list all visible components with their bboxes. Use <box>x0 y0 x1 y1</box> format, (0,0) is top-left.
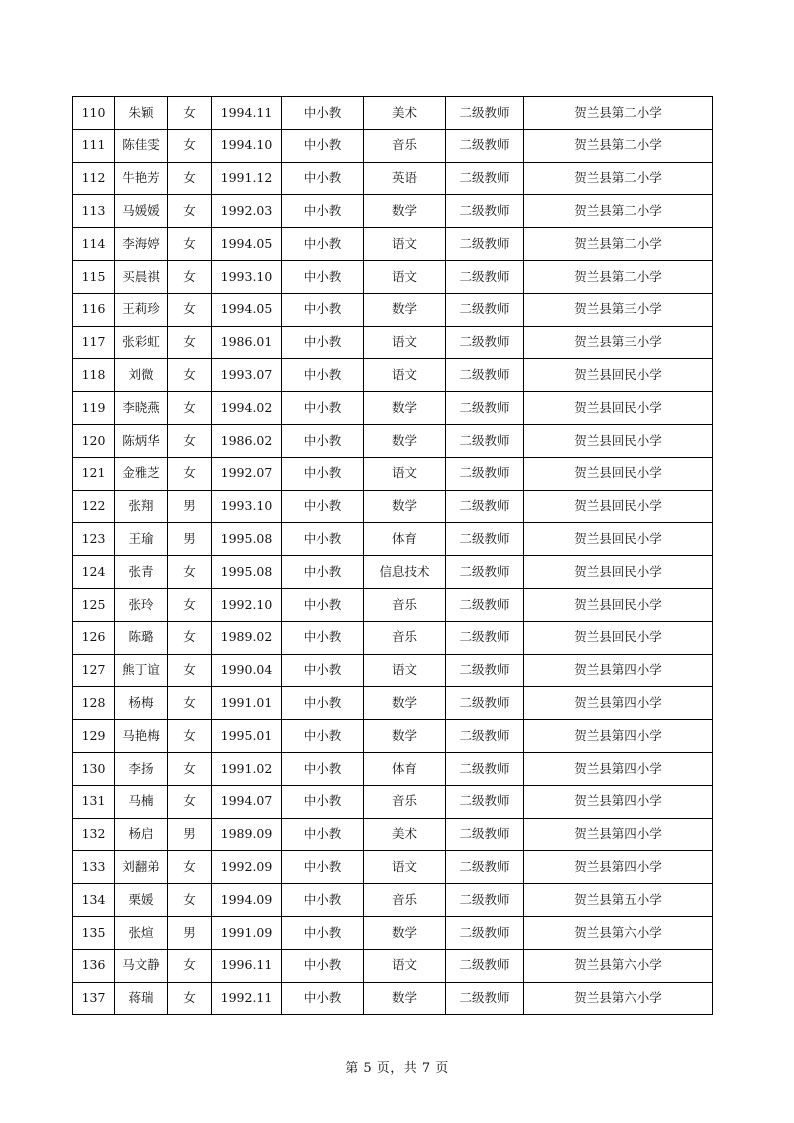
gender-cell: 男 <box>168 818 212 851</box>
gender-cell: 女 <box>168 195 212 228</box>
subject-cell: 数学 <box>364 982 446 1015</box>
category-cell: 中小教 <box>282 785 364 818</box>
row-number-cell: 120 <box>73 424 115 457</box>
gender-cell: 女 <box>168 785 212 818</box>
category-cell: 中小教 <box>282 97 364 130</box>
title-cell: 二级教师 <box>446 162 524 195</box>
row-number-cell: 133 <box>73 851 115 884</box>
birth-date-cell: 1991.12 <box>212 162 282 195</box>
name-cell: 张玲 <box>115 588 168 621</box>
title-cell: 二级教师 <box>446 359 524 392</box>
birth-date-cell: 1991.02 <box>212 752 282 785</box>
title-cell: 二级教师 <box>446 293 524 326</box>
name-cell: 杨启 <box>115 818 168 851</box>
subject-cell: 数学 <box>364 195 446 228</box>
table-row <box>73 490 713 523</box>
category-cell: 中小教 <box>282 949 364 982</box>
table-row <box>73 228 713 261</box>
gender-cell: 女 <box>168 424 212 457</box>
gender-cell: 女 <box>168 392 212 425</box>
birth-date-cell: 1994.07 <box>212 785 282 818</box>
school-cell: 贺兰县第二小学 <box>524 162 713 195</box>
category-cell: 中小教 <box>282 260 364 293</box>
category-cell: 中小教 <box>282 556 364 589</box>
birth-date-cell: 1991.09 <box>212 916 282 949</box>
gender-cell: 女 <box>168 884 212 917</box>
school-cell: 贺兰县第二小学 <box>524 228 713 261</box>
row-number-cell: 129 <box>73 720 115 753</box>
subject-cell: 英语 <box>364 162 446 195</box>
name-cell: 张翔 <box>115 490 168 523</box>
title-cell: 二级教师 <box>446 523 524 556</box>
school-cell: 贺兰县第二小学 <box>524 195 713 228</box>
school-cell: 贺兰县第四小学 <box>524 720 713 753</box>
name-cell: 王莉珍 <box>115 293 168 326</box>
title-cell: 二级教师 <box>446 588 524 621</box>
title-cell: 二级教师 <box>446 195 524 228</box>
school-cell: 贺兰县回民小学 <box>524 392 713 425</box>
row-number-cell: 123 <box>73 523 115 556</box>
title-cell: 二级教师 <box>446 490 524 523</box>
birth-date-cell: 1993.10 <box>212 260 282 293</box>
table-row <box>73 720 713 753</box>
gender-cell: 女 <box>168 720 212 753</box>
birth-date-cell: 1994.11 <box>212 97 282 130</box>
category-cell: 中小教 <box>282 523 364 556</box>
table-row <box>73 621 713 654</box>
title-cell: 二级教师 <box>446 916 524 949</box>
name-cell: 王瑜 <box>115 523 168 556</box>
name-cell: 李扬 <box>115 752 168 785</box>
row-number-cell: 125 <box>73 588 115 621</box>
name-cell: 马楠 <box>115 785 168 818</box>
table-row <box>73 97 713 130</box>
subject-cell: 语文 <box>364 457 446 490</box>
row-number-cell: 124 <box>73 556 115 589</box>
teacher-roster-table <box>72 96 713 1015</box>
row-number-cell: 137 <box>73 982 115 1015</box>
table-row <box>73 129 713 162</box>
category-cell: 中小教 <box>282 687 364 720</box>
gender-cell: 女 <box>168 687 212 720</box>
subject-cell: 信息技术 <box>364 556 446 589</box>
subject-cell: 数学 <box>364 424 446 457</box>
row-number-cell: 115 <box>73 260 115 293</box>
birth-date-cell: 1992.09 <box>212 851 282 884</box>
category-cell: 中小教 <box>282 424 364 457</box>
gender-cell: 女 <box>168 129 212 162</box>
title-cell: 二级教师 <box>446 424 524 457</box>
gender-cell: 女 <box>168 556 212 589</box>
school-cell: 贺兰县第四小学 <box>524 851 713 884</box>
school-cell: 贺兰县第六小学 <box>524 982 713 1015</box>
table-row <box>73 195 713 228</box>
subject-cell: 美术 <box>364 818 446 851</box>
table-row <box>73 916 713 949</box>
title-cell: 二级教师 <box>446 982 524 1015</box>
table-row <box>73 654 713 687</box>
row-number-cell: 114 <box>73 228 115 261</box>
table-row <box>73 687 713 720</box>
birth-date-cell: 1992.03 <box>212 195 282 228</box>
school-cell: 贺兰县第五小学 <box>524 884 713 917</box>
birth-date-cell: 1994.02 <box>212 392 282 425</box>
category-cell: 中小教 <box>282 457 364 490</box>
school-cell: 贺兰县回民小学 <box>524 523 713 556</box>
school-cell: 贺兰县第四小学 <box>524 818 713 851</box>
subject-cell: 音乐 <box>364 621 446 654</box>
row-number-cell: 122 <box>73 490 115 523</box>
gender-cell: 女 <box>168 228 212 261</box>
name-cell: 李晓燕 <box>115 392 168 425</box>
subject-cell: 音乐 <box>364 785 446 818</box>
category-cell: 中小教 <box>282 588 364 621</box>
table-row <box>73 982 713 1015</box>
table-row <box>73 851 713 884</box>
school-cell: 贺兰县回民小学 <box>524 457 713 490</box>
school-cell: 贺兰县第二小学 <box>524 97 713 130</box>
subject-cell: 语文 <box>364 260 446 293</box>
school-cell: 贺兰县第四小学 <box>524 654 713 687</box>
birth-date-cell: 1990.04 <box>212 654 282 687</box>
category-cell: 中小教 <box>282 162 364 195</box>
title-cell: 二级教师 <box>446 949 524 982</box>
gender-cell: 男 <box>168 490 212 523</box>
gender-cell: 男 <box>168 916 212 949</box>
row-number-cell: 126 <box>73 621 115 654</box>
category-cell: 中小教 <box>282 359 364 392</box>
birth-date-cell: 1993.10 <box>212 490 282 523</box>
subject-cell: 数学 <box>364 720 446 753</box>
name-cell: 陈璐 <box>115 621 168 654</box>
category-cell: 中小教 <box>282 818 364 851</box>
gender-cell: 女 <box>168 97 212 130</box>
row-number-cell: 113 <box>73 195 115 228</box>
category-cell: 中小教 <box>282 129 364 162</box>
school-cell: 贺兰县第四小学 <box>524 785 713 818</box>
category-cell: 中小教 <box>282 621 364 654</box>
school-cell: 贺兰县第四小学 <box>524 752 713 785</box>
category-cell: 中小教 <box>282 916 364 949</box>
birth-date-cell: 1996.11 <box>212 949 282 982</box>
name-cell: 熊丁谊 <box>115 654 168 687</box>
name-cell: 陈佳雯 <box>115 129 168 162</box>
gender-cell: 女 <box>168 293 212 326</box>
subject-cell: 音乐 <box>364 129 446 162</box>
subject-cell: 数学 <box>364 293 446 326</box>
title-cell: 二级教师 <box>446 818 524 851</box>
table-row <box>73 359 713 392</box>
gender-cell: 女 <box>168 654 212 687</box>
table-row <box>73 588 713 621</box>
row-number-cell: 135 <box>73 916 115 949</box>
subject-cell: 音乐 <box>364 884 446 917</box>
gender-cell: 女 <box>168 260 212 293</box>
title-cell: 二级教师 <box>446 687 524 720</box>
subject-cell: 美术 <box>364 97 446 130</box>
table-row <box>73 293 713 326</box>
subject-cell: 数学 <box>364 916 446 949</box>
school-cell: 贺兰县回民小学 <box>524 621 713 654</box>
title-cell: 二级教师 <box>446 884 524 917</box>
subject-cell: 语文 <box>364 359 446 392</box>
gender-cell: 女 <box>168 621 212 654</box>
title-cell: 二级教师 <box>446 392 524 425</box>
gender-cell: 女 <box>168 752 212 785</box>
school-cell: 贺兰县第六小学 <box>524 916 713 949</box>
name-cell: 牛艳芳 <box>115 162 168 195</box>
gender-cell: 女 <box>168 949 212 982</box>
subject-cell: 数学 <box>364 490 446 523</box>
subject-cell: 语文 <box>364 228 446 261</box>
gender-cell: 女 <box>168 588 212 621</box>
category-cell: 中小教 <box>282 752 364 785</box>
subject-cell: 音乐 <box>364 588 446 621</box>
school-cell: 贺兰县回民小学 <box>524 424 713 457</box>
birth-date-cell: 1994.10 <box>212 129 282 162</box>
school-cell: 贺兰县第四小学 <box>524 687 713 720</box>
category-cell: 中小教 <box>282 884 364 917</box>
row-number-cell: 112 <box>73 162 115 195</box>
title-cell: 二级教师 <box>446 785 524 818</box>
row-number-cell: 127 <box>73 654 115 687</box>
category-cell: 中小教 <box>282 851 364 884</box>
birth-date-cell: 1989.09 <box>212 818 282 851</box>
name-cell: 陈炳华 <box>115 424 168 457</box>
table-row <box>73 162 713 195</box>
table-row <box>73 523 713 556</box>
name-cell: 张彩虹 <box>115 326 168 359</box>
table-row <box>73 818 713 851</box>
row-number-cell: 118 <box>73 359 115 392</box>
birth-date-cell: 1992.11 <box>212 982 282 1015</box>
birth-date-cell: 1995.08 <box>212 556 282 589</box>
school-cell: 贺兰县回民小学 <box>524 556 713 589</box>
school-cell: 贺兰县回民小学 <box>524 359 713 392</box>
category-cell: 中小教 <box>282 720 364 753</box>
gender-cell: 女 <box>168 326 212 359</box>
school-cell: 贺兰县第二小学 <box>524 129 713 162</box>
title-cell: 二级教师 <box>446 129 524 162</box>
name-cell: 马艳梅 <box>115 720 168 753</box>
row-number-cell: 131 <box>73 785 115 818</box>
table-row <box>73 949 713 982</box>
title-cell: 二级教师 <box>446 457 524 490</box>
name-cell: 金雅芝 <box>115 457 168 490</box>
table-row <box>73 457 713 490</box>
category-cell: 中小教 <box>282 326 364 359</box>
title-cell: 二级教师 <box>446 260 524 293</box>
birth-date-cell: 1992.10 <box>212 588 282 621</box>
category-cell: 中小教 <box>282 982 364 1015</box>
birth-date-cell: 1994.09 <box>212 884 282 917</box>
birth-date-cell: 1995.08 <box>212 523 282 556</box>
name-cell: 蒋瑞 <box>115 982 168 1015</box>
name-cell: 刘翻弟 <box>115 851 168 884</box>
row-number-cell: 128 <box>73 687 115 720</box>
birth-date-cell: 1994.05 <box>212 293 282 326</box>
table-row <box>73 884 713 917</box>
table-row <box>73 556 713 589</box>
school-cell: 贺兰县第二小学 <box>524 260 713 293</box>
category-cell: 中小教 <box>282 392 364 425</box>
name-cell: 朱颖 <box>115 97 168 130</box>
birth-date-cell: 1992.07 <box>212 457 282 490</box>
birth-date-cell: 1989.02 <box>212 621 282 654</box>
row-number-cell: 121 <box>73 457 115 490</box>
category-cell: 中小教 <box>282 228 364 261</box>
birth-date-cell: 1995.01 <box>212 720 282 753</box>
subject-cell: 体育 <box>364 752 446 785</box>
gender-cell: 女 <box>168 851 212 884</box>
row-number-cell: 132 <box>73 818 115 851</box>
subject-cell: 数学 <box>364 687 446 720</box>
row-number-cell: 130 <box>73 752 115 785</box>
table-row <box>73 752 713 785</box>
category-cell: 中小教 <box>282 293 364 326</box>
name-cell: 杨梅 <box>115 687 168 720</box>
title-cell: 二级教师 <box>446 851 524 884</box>
page-number-footer: 第 5 页，共 7 页 <box>345 1061 449 1076</box>
name-cell: 张煊 <box>115 916 168 949</box>
gender-cell: 男 <box>168 523 212 556</box>
school-cell: 贺兰县第六小学 <box>524 949 713 982</box>
roster-body <box>73 97 713 1015</box>
row-number-cell: 119 <box>73 392 115 425</box>
school-cell: 贺兰县第三小学 <box>524 326 713 359</box>
school-cell: 贺兰县回民小学 <box>524 588 713 621</box>
row-number-cell: 111 <box>73 129 115 162</box>
birth-date-cell: 1993.07 <box>212 359 282 392</box>
title-cell: 二级教师 <box>446 720 524 753</box>
title-cell: 二级教师 <box>446 752 524 785</box>
title-cell: 二级教师 <box>446 228 524 261</box>
name-cell: 刘微 <box>115 359 168 392</box>
name-cell: 栗媛 <box>115 884 168 917</box>
name-cell: 马媛媛 <box>115 195 168 228</box>
subject-cell: 体育 <box>364 523 446 556</box>
gender-cell: 女 <box>168 359 212 392</box>
birth-date-cell: 1986.01 <box>212 326 282 359</box>
subject-cell: 语文 <box>364 326 446 359</box>
gender-cell: 女 <box>168 457 212 490</box>
category-cell: 中小教 <box>282 654 364 687</box>
subject-cell: 语文 <box>364 949 446 982</box>
title-cell: 二级教师 <box>446 654 524 687</box>
subject-cell: 数学 <box>364 392 446 425</box>
row-number-cell: 134 <box>73 884 115 917</box>
name-cell: 张青 <box>115 556 168 589</box>
title-cell: 二级教师 <box>446 621 524 654</box>
title-cell: 二级教师 <box>446 97 524 130</box>
birth-date-cell: 1991.01 <box>212 687 282 720</box>
name-cell: 买晨祺 <box>115 260 168 293</box>
category-cell: 中小教 <box>282 195 364 228</box>
gender-cell: 女 <box>168 162 212 195</box>
school-cell: 贺兰县第三小学 <box>524 293 713 326</box>
birth-date-cell: 1994.05 <box>212 228 282 261</box>
row-number-cell: 136 <box>73 949 115 982</box>
subject-cell: 语文 <box>364 654 446 687</box>
table-row <box>73 392 713 425</box>
row-number-cell: 110 <box>73 97 115 130</box>
subject-cell: 语文 <box>364 851 446 884</box>
category-cell: 中小教 <box>282 490 364 523</box>
table-row <box>73 785 713 818</box>
table-row <box>73 326 713 359</box>
row-number-cell: 117 <box>73 326 115 359</box>
table-row <box>73 424 713 457</box>
title-cell: 二级教师 <box>446 326 524 359</box>
school-cell: 贺兰县回民小学 <box>524 490 713 523</box>
table-row <box>73 260 713 293</box>
name-cell: 马文静 <box>115 949 168 982</box>
name-cell: 李海婷 <box>115 228 168 261</box>
row-number-cell: 116 <box>73 293 115 326</box>
title-cell: 二级教师 <box>446 556 524 589</box>
gender-cell: 女 <box>168 982 212 1015</box>
birth-date-cell: 1986.02 <box>212 424 282 457</box>
